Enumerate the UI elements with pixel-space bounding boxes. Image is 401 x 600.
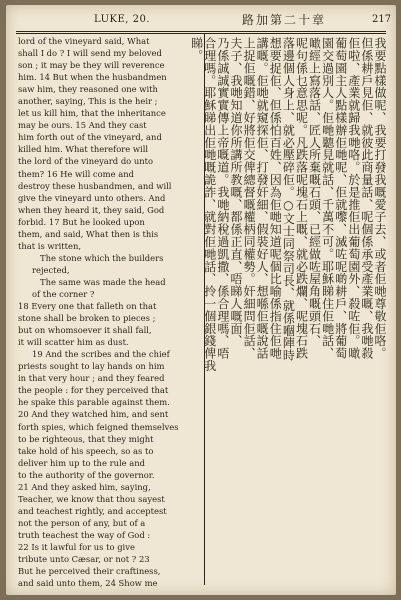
chinese-line: 乃係誠誠實實傳上帝嘅道。我哋納稅過凱撒、係合理嗎、唔 <box>215 37 230 360</box>
english-line: may be ours. 15 And they cast <box>18 120 147 131</box>
english-line: he spake this parable against them. <box>18 397 170 408</box>
chinese-line: 呢句係乜意思呢。凡跌落呢塊石上嘅、就必跌爛、呢塊石跌 <box>294 37 309 360</box>
english-line: take hold of his speech, so as to <box>18 445 154 456</box>
english-line: give the vineyard unto others. And <box>18 192 166 203</box>
chinese-line: 噉經上寫落話、匠人所棄嘅石頭、已經做咗屋角嘅頭石、 <box>307 37 322 347</box>
english-line: them? 16 He will come and <box>18 168 134 179</box>
english-line: the people : for they perceived that <box>18 385 169 396</box>
english-line: priests sought to lay hands on him <box>18 361 165 372</box>
english-line: but on whomsoever it shall fall, <box>18 325 152 336</box>
english-line: lord of the vineyard said, What <box>18 36 150 46</box>
chinese-line: 睇。 <box>189 37 204 62</box>
english-line: and teachest rightly, and acceptest <box>18 505 167 516</box>
english-line: it will scatter him as dust. <box>18 337 129 348</box>
english-line: destroy these husbandmen, and will <box>18 180 172 191</box>
english-line: him. 14 But when the husbandmen <box>18 72 167 83</box>
english-line: another, saying, This is the heir ; <box>18 96 158 107</box>
english-line: that is written, <box>18 240 82 251</box>
chinese-line: 上捉佢嘅錯、好將佢交俾總督嘅權柄同權勢。奸細問佢話、 <box>242 37 257 360</box>
english-line: let us kill him, that the inheritance <box>18 108 166 119</box>
book-page <box>6 5 396 595</box>
english-line: stone shall be broken to pieces ; <box>18 313 156 324</box>
english-line: him forth out of the vineyard, and <box>18 132 162 143</box>
english-line: when they heard it, they said, God <box>18 204 165 215</box>
english-line: The same was made the head <box>40 276 166 287</box>
english-line: son ; it may be they will reverence <box>18 60 165 71</box>
english-line: of the corner ? <box>32 288 95 299</box>
chinese-column <box>189 37 387 585</box>
chinese-line: 我要點樣做呢、我要打發我嘅愛子去、或者佢哋尊敬佢咯。 <box>373 37 387 360</box>
english-line: But he perceived their craftiness, <box>18 566 161 577</box>
english-line: forbid. 17 But he looked upon <box>18 216 145 227</box>
chinese-line: 夫子、我哋知道你所講所教嘅、都係正直、唔睇人嘅面、 <box>228 37 243 347</box>
english-line: them, and said, What then is this <box>18 228 159 239</box>
header-english: LUKE, 20. <box>94 14 151 25</box>
english-column <box>18 35 202 589</box>
english-line: Teacher, we know that thou sayest <box>18 493 165 504</box>
english-line: 18 Every one that falleth on that <box>18 301 157 312</box>
header-chinese: 路加第二十章 <box>242 13 327 27</box>
english-line: to the authority of the governor. <box>18 469 155 480</box>
english-line: 21 And they asked him, saying, <box>18 481 151 492</box>
header-rule <box>16 31 386 32</box>
english-line: shall I do ? I will send my beloved <box>18 48 162 59</box>
english-line: 20 And they watched him, and sent <box>18 409 169 420</box>
english-line: truth teachest the way of God : <box>18 529 151 540</box>
english-line: rejected, <box>32 264 70 275</box>
chinese-line: 講嘅。佢哋就窺探佢、打發奸細、假裝好人、想喺佢嘅說話 <box>255 37 270 360</box>
chinese-line: 落邊個人身上、就必壓碎佢。○文士同祭司長、就係嗰陣時 <box>281 37 296 362</box>
english-line: in that very hour ; and they feared <box>18 373 165 384</box>
english-line: The stone which the builders <box>40 252 164 263</box>
header-rule-thin <box>16 33 386 34</box>
english-line: 22 Is it lawful for us to give <box>18 541 135 552</box>
chinese-line: 園交過別人。佢哋聽見就話、千萬不可。耶穌睇住佢哋話、 <box>320 37 335 360</box>
chinese-line: 合理嗎。耶穌睇出佢哋嘅詭詐、就對佢哋話、拎一個銀錢俾我 <box>202 37 217 372</box>
english-line: forth spies, which feigned themselves <box>18 421 179 432</box>
english-line: deliver him up to the rule and <box>18 457 146 468</box>
english-line: not the person of any, but of a <box>18 517 146 528</box>
chinese-line: 佢啦、產業就歸我哋咯。於是推佢出葡萄園外、殺咗佢。噉 <box>346 37 361 360</box>
english-line: 19 And the scribes and the chief <box>32 349 170 360</box>
english-line: tribute unto Cæsar, or not ? 23 <box>18 554 150 565</box>
page-number: 217 <box>372 14 392 25</box>
english-line: to be righteous, that they might <box>18 433 154 444</box>
english-line: saw him, they reasoned one with <box>18 84 158 95</box>
chinese-line: 葡萄園主人點樣辦佢哋呢、佢就嚟、滅咗呢啲耕戶、將葡萄 <box>333 37 348 360</box>
english-line: and said unto them, 24 Show me <box>18 578 158 589</box>
english-line: killed him. What therefore will <box>18 144 149 155</box>
chinese-line: 想要捉佢、但係怕百姓、因為佢哋知道呢個比喻係指住佢哋 <box>268 37 283 360</box>
chinese-line: 但係耕戶見佢、就彼此商量話、呢個係承受產業嘅、我哋殺 <box>359 37 374 360</box>
english-line: the lord of the vineyard do unto <box>18 156 154 167</box>
